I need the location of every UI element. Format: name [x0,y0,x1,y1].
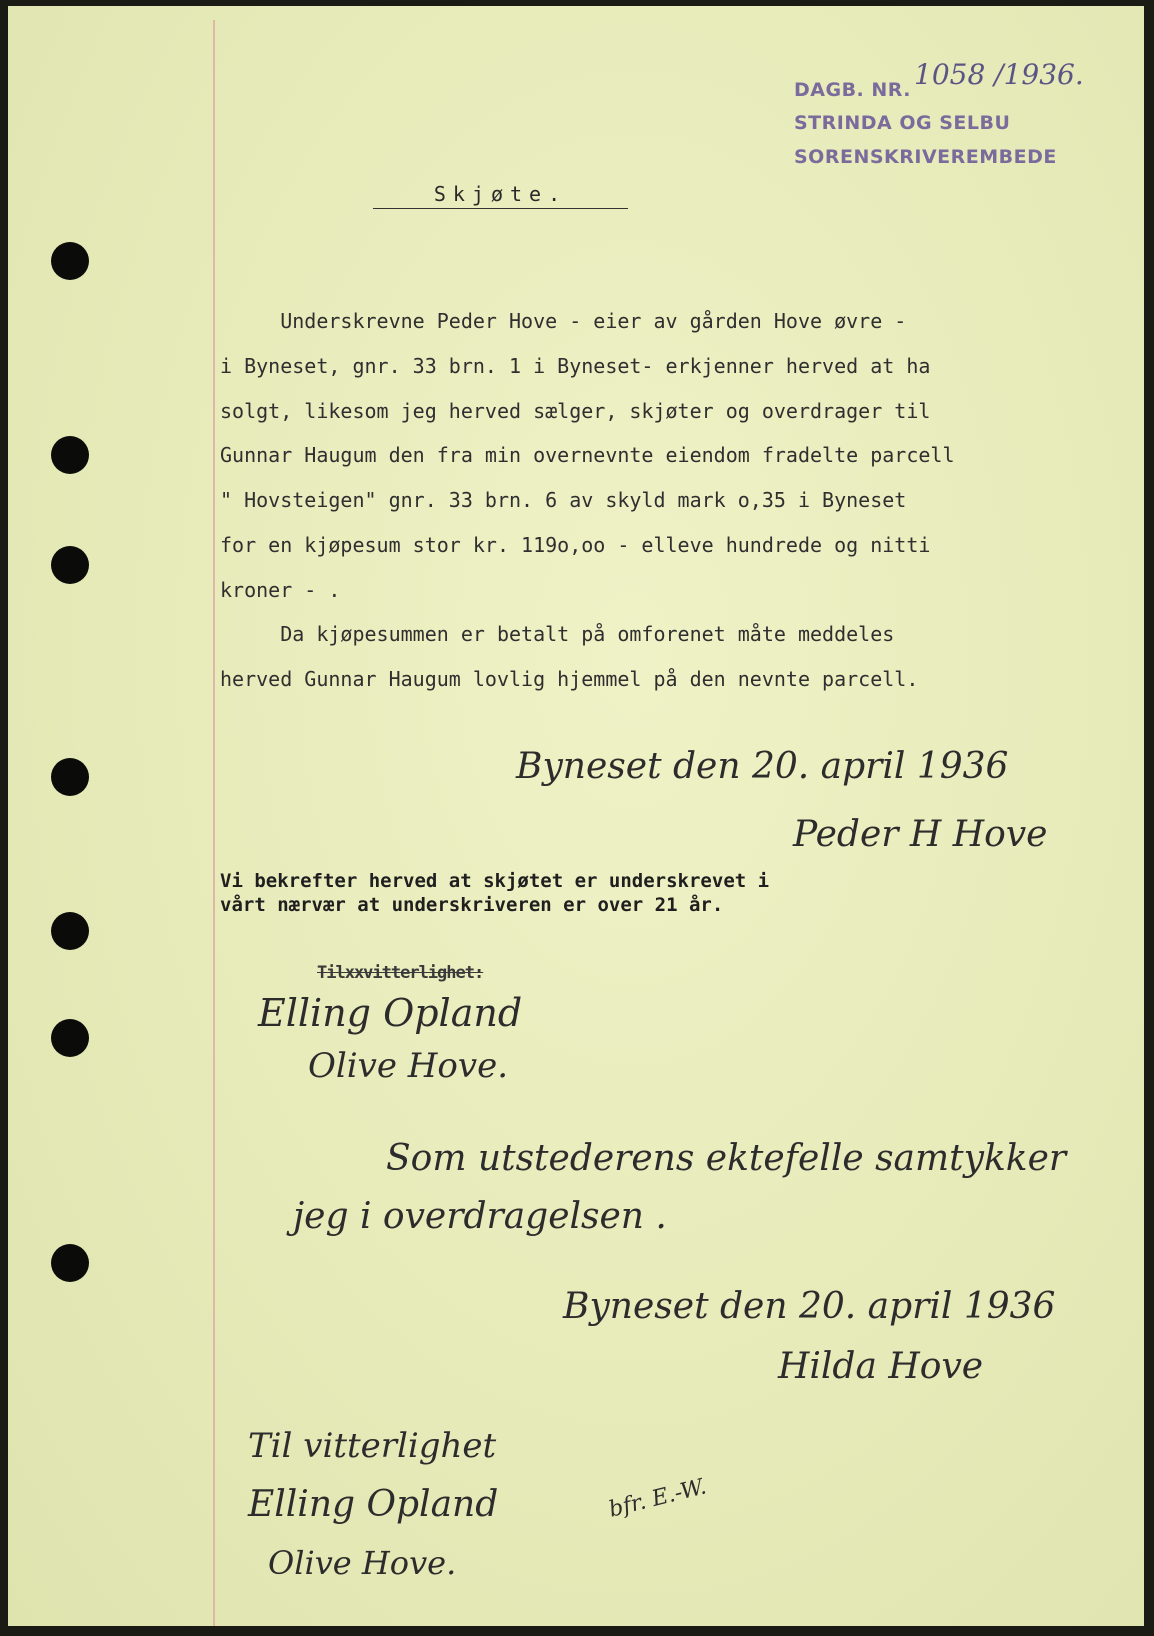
punch-hole [51,912,89,950]
signature-place-date: Byneset den 20. april 1936 [563,1286,1056,1327]
punch-hole [51,1244,89,1282]
witness-signature: Olive Hove. [308,1046,509,1086]
body-line: Underskrevne Peder Hove - eier av gården Hove øvre - [220,309,907,333]
body-line: herved Gunnar Haugum lovlig hjemmel på den nevnte parcell. [220,667,919,691]
consent-line: jeg i overdragelsen . [293,1196,667,1237]
body-line: " Hovsteigen" gnr. 33 brn. 6 av skyld mark o,35 i Byneset [220,488,907,512]
margin-line [213,20,215,1626]
punch-hole [51,1019,89,1057]
signature-place-date: Byneset den 20. april 1936 [516,746,1009,787]
spouse-signature: Hilda Hove [778,1346,984,1387]
stamp-court-name: STRINDA OG SELBU [794,112,1011,134]
confirmation-line: vårt nærvær at underskriveren er over 21 år. [220,894,724,916]
document-page [8,6,1144,1626]
consent-line: Som utstederens ektefelle samtykker [386,1138,1067,1179]
punch-hole [51,546,89,584]
punch-hole [51,242,89,280]
initials-mark: bfr. E.-W. [606,1474,709,1523]
stamp-dagb-label: DAGB. NR. [794,79,911,101]
document-title: Skjøte. [373,182,628,209]
punch-hole [51,758,89,796]
body-line: for en kjøpesum stor kr. 119o,oo - elleve hundrede og nitti [220,533,931,557]
stamp-number: 1058 /1936. [914,58,1084,91]
body-line: i Byneset, gnr. 33 brn. 1 i Byneset- erkjenner herved at ha [220,354,931,378]
seller-signature: Peder H Hove [793,814,1048,855]
body-line: Da kjøpesummen er betalt på omforenet måte meddeles [220,622,895,646]
witness-signature: Olive Hove. [268,1544,457,1582]
body-line: kroner - . [220,578,341,602]
body-line: solgt, likesom jeg herved sælger, skjøter og overdrager til [220,399,931,423]
witness-heading: Til vitterlighet [248,1426,497,1466]
confirmation-line: Vi bekrefter herved at skjøtet er underskrevet i [220,870,770,892]
witness-signature: Elling Opland [248,1484,499,1525]
body-line: Gunnar Haugum den fra min overnevnte eiendom fradelte parcell [220,443,955,467]
stamp-office: SORENSKRIVEREMBEDE [794,146,1057,168]
struck-witness-heading: Tilxxvitterlighet: [317,963,484,983]
witness-signature: Elling Opland [258,991,523,1035]
punch-hole [51,436,89,474]
